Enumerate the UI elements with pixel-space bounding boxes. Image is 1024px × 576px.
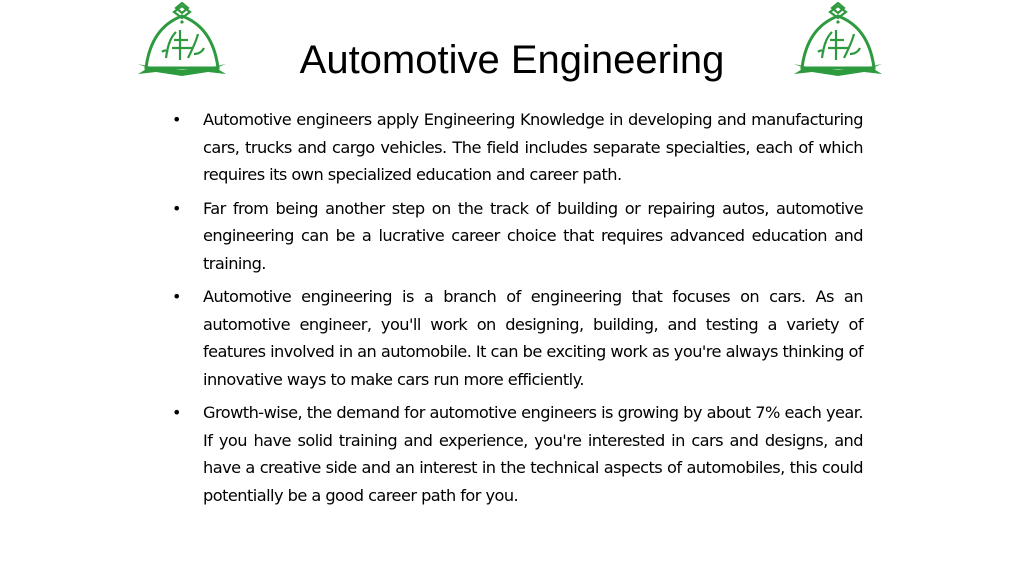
bullet-item <box>168 399 863 509</box>
bullet-item <box>168 283 863 393</box>
bullet-text: Far from being another step on the track of building or repairing autos, automotive engineering can be a lucrative career choice that requires advanced education and training. <box>203 198 863 273</box>
bullet-text: Growth-wise, the demand for automotive engineers is growing by about 7% each year. If you have solid training and experience, you're interested in cars and designs, and have a creative side and an interest in the technical aspects of automobiles, this could potentially be a good career path for you. <box>203 403 863 505</box>
bullet-dot-icon: • <box>172 198 181 218</box>
bullet-dot-icon: • <box>172 287 181 306</box>
bullet-dot-icon: • <box>172 110 181 129</box>
bullet-list <box>168 106 863 515</box>
bullet-item <box>168 106 863 189</box>
bullet-item <box>168 195 863 278</box>
bullet-dot-icon: • <box>172 403 181 422</box>
university-seal-icon <box>792 2 884 78</box>
slide-title: Automotive Engineering <box>299 38 725 82</box>
bullet-text: Automotive engineering is a branch of engineering that focuses on cars. As an automotive engineer, you'll work on designing, building, and testing a variety of features involved in an automobile. It can be exciting work as you're always thinking of innovative ways to make cars run more efficiently. <box>203 287 863 389</box>
bullet-text: Automotive engineers apply Engineering Knowledge in developing and manufacturing cars, trucks and cargo vehicles. The field includes separate specialties, each of which requires its own specialized education and career path. <box>203 110 863 184</box>
